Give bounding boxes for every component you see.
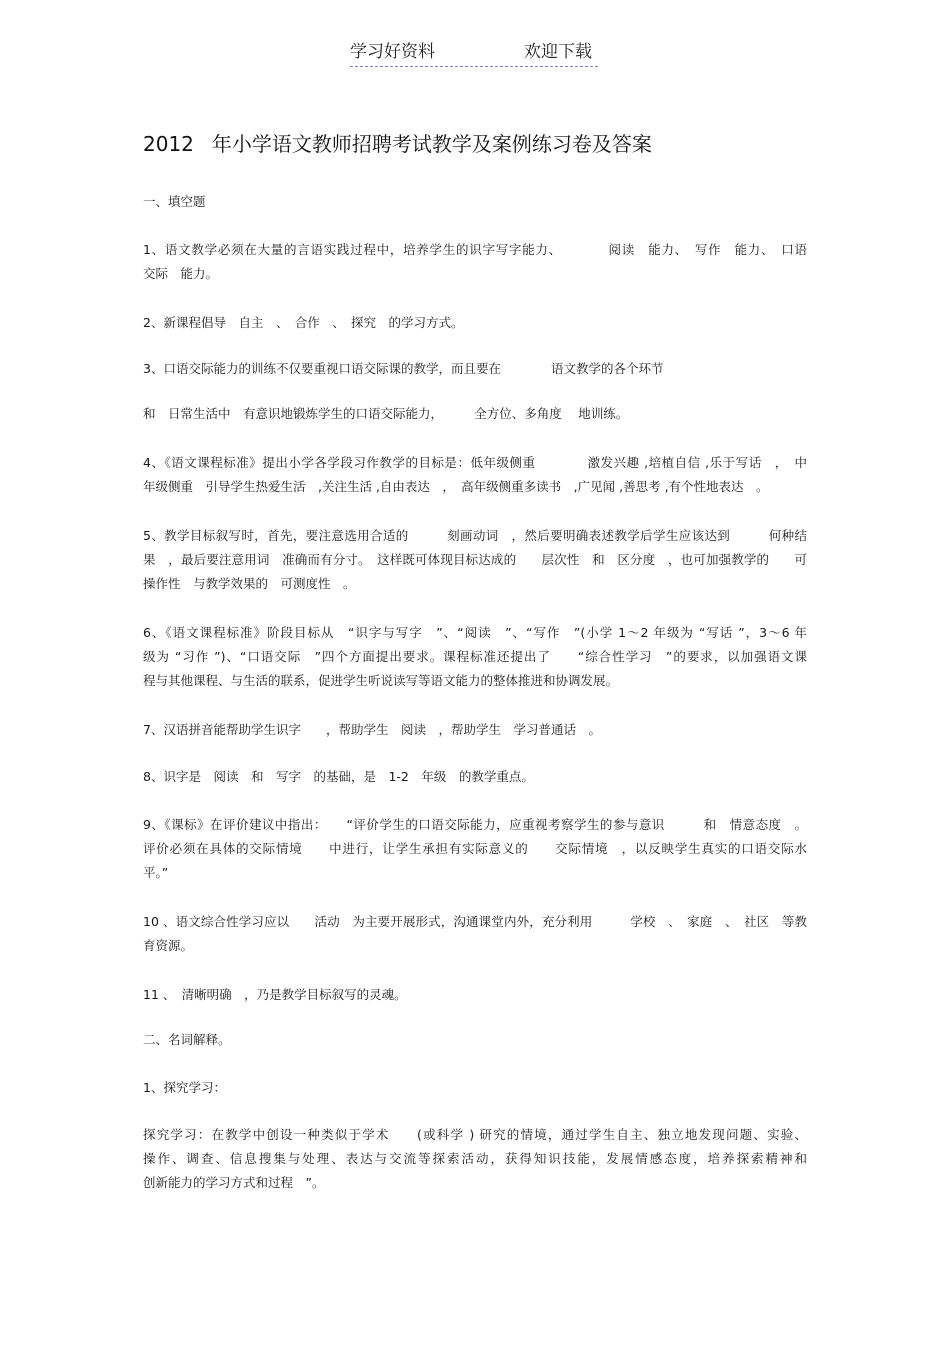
paragraph [143,621,807,693]
paragraph-line: 平。” [143,865,169,880]
paragraph-line: 操作、调查、信息搜集与处理、表达与交流等探索活动，获得知识技能，发展情感态度，培养探索精神和 [143,1151,807,1166]
paragraph [143,813,807,885]
paragraph-line: 1、语文教学必须在大量的言语实践过程中，培养学生的识字写字能力、 阅读 能力、 写作 能力、 口语 [143,242,807,257]
paragraph [143,910,807,958]
page-header [350,40,598,67]
paragraph-line: 探究学习：在教学中创设一种类似于学术 (或科学 ) 研究的情境，通过学生自主、独立地发现问题、实验、 [143,1127,807,1142]
paragraph-line: 9、《课标》在评价建议中指出： “评价学生的口语交际能力，应重视考察学生的参与意识 和 情意态度 。 [143,817,807,832]
paragraph-line: 11 、 清晰明确 ，乃是教学目标叙写的灵魂。 [143,987,407,1002]
paragraph-line: 果 ，最后要注意用词 准确而有分寸。 这样既可体现目标达成的 层次性 和 区分度 ，也可加强教学的 可 [143,552,807,567]
paragraph [143,311,807,335]
paragraph [143,1028,807,1052]
paragraph [143,402,807,426]
paragraph-line: 交际 能力。 [143,266,219,281]
paragraph-line: 评价必须在具体的交际情境 中进行，让学生承担有实际意义的 交际情境 ，以反映学生真实的口语交际水 [143,841,807,856]
title-year: 2012 [143,132,194,156]
paragraph-line: 1、探究学习： [143,1080,226,1095]
paragraph-line: 7、汉语拼音能帮助学生识字 ，帮助学生 阅读 ，帮助学生 学习普通话 。 [143,722,601,737]
paragraph-line: 8、识字是 阅读 和 写字 的基础，是 1-2 年级 的教学重点。 [143,769,534,784]
paragraph [143,718,807,742]
paragraph-line: 创新能力的学习方式和过程 ”。 [143,1175,325,1190]
document-title [143,130,823,158]
paragraph [143,524,807,596]
paragraph-line: 育资源。 [143,938,194,953]
paragraph [143,357,807,381]
paragraph-line: 和 日常生活中 有意识地锻炼学生的口语交际能力， 全方位、多角度 地训练。 [143,406,629,421]
paragraph-line: 3、口语交际能力的训练不仅要重视口语交际课的教学，而且要在 语文教学的各个环节 [143,361,664,376]
paragraph [143,765,807,789]
paragraph-line: 4、《语文课程标准》提出小学各学段习作教学的目标是：低年级侧重 激发兴趣 ,培植自信 ,乐于写话 ， 中 [143,455,807,470]
paragraph [143,1123,807,1195]
paragraph-line: 年级侧重 引导学生热爱生活 ,关注生活 ,自由表达 ， 高年级侧重多读书 ,广见闻 ,善思考 ,有个性地表达 。 [143,479,769,494]
paragraph [143,190,807,214]
paragraph [143,238,807,286]
paragraph-line: 程与其他课程、与生活的联系，促进学生听说读写等语文能力的整体推进和协调发展。 [143,673,619,688]
paragraph-line: 操作性 与教学效果的 可测度性 。 [143,576,356,591]
paragraph-line: 10 、语文综合性学习应以 活动 为主要开展形式，沟通课堂内外，充分利用 学校 、 家庭 、 社区 等教 [143,914,807,929]
paragraph-line: 二、名词解释。 [143,1032,231,1047]
paragraph-line: 2、新课程倡导 自主 、 合作 、 探究 的学习方式。 [143,315,464,330]
title-text: 年小学语文教师招聘考试教学及案例练习卷及答案 [211,132,652,156]
header-right-text: 欢迎下载 [524,42,592,62]
paragraph-line: 一、填空题 [143,194,206,209]
paragraph-line: 级为 “习作 ”)、“口语交际 ”四个方面提出要求。课程标准还提出了 “综合性学习 ”的要求，以加强语文课 [143,649,807,664]
paragraph-line: 6、《语文课程标准》阶段目标从 “识字与写字 ”、“阅读 ”、“写作 ”(小学 1～2 年级为 “写话 ”，3～6 年 [143,625,807,640]
header-left-text: 学习好资料 [350,42,435,62]
paragraph [143,1076,807,1100]
paragraph [143,451,807,499]
paragraph-line: 5、教学目标叙写时，首先，要注意选用合适的 刻画动词 ，然后要明确表述教学后学生应该达到 何种结 [143,528,807,543]
paragraph [143,983,807,1007]
